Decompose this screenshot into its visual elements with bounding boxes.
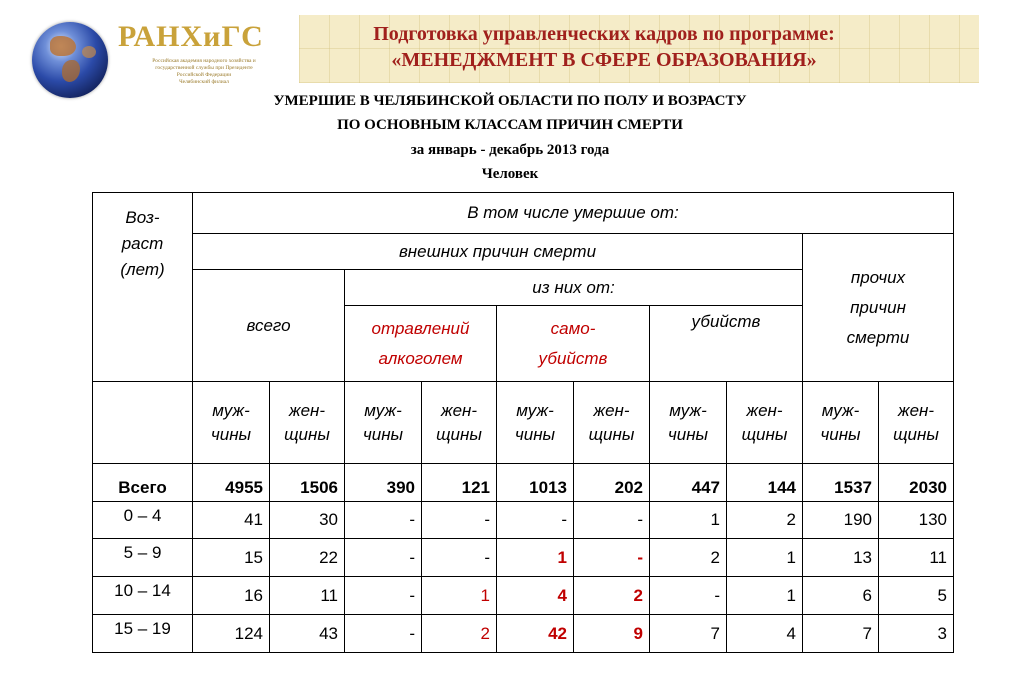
cell: 1	[727, 577, 803, 615]
cell: -	[345, 502, 422, 539]
cell: -	[345, 539, 422, 577]
cell: 9	[574, 615, 650, 653]
table-row	[93, 539, 954, 577]
row-age: 10 – 14	[93, 577, 193, 615]
banner-line-2: «МЕНЕДЖМЕНТ В СФЕРЕ ОБРАЗОВАНИЯ»	[391, 49, 817, 71]
including-deaths-header: В том числе умершие от:	[193, 193, 954, 234]
gender-header-row	[93, 382, 954, 464]
cell: 11	[270, 577, 345, 615]
cell: 1506	[270, 464, 345, 502]
cell: 390	[345, 464, 422, 502]
cell: 2	[650, 539, 727, 577]
cell: 7	[650, 615, 727, 653]
table-period: за январь - декабрь 2013 года	[410, 142, 610, 158]
cell: 1013	[497, 464, 574, 502]
cell: 15	[193, 539, 270, 577]
cell: 447	[650, 464, 727, 502]
cell: 1	[650, 502, 727, 539]
cell: 11	[879, 539, 954, 577]
cell: 4955	[193, 464, 270, 502]
table-row	[93, 502, 954, 539]
female-header: жен- щины	[879, 382, 954, 464]
cell: -	[650, 577, 727, 615]
cell: 13	[803, 539, 879, 577]
cell: 1537	[803, 464, 879, 502]
cell: 2	[727, 502, 803, 539]
female-header: жен- щины	[574, 382, 650, 464]
globe-logo-icon	[32, 22, 108, 98]
cell: 1	[422, 577, 497, 615]
cell: 202	[574, 464, 650, 502]
cell: 4	[497, 577, 574, 615]
cell: 2	[422, 615, 497, 653]
cell: 5	[879, 577, 954, 615]
cell: 2030	[879, 464, 954, 502]
banner-line-1: Подготовка управленческих кадров по программе:	[373, 23, 835, 45]
cell: 1	[727, 539, 803, 577]
female-header: жен- щины	[422, 382, 497, 464]
table-row	[93, 577, 954, 615]
table-title-line-2: ПО ОСНОВНЫМ КЛАССАМ ПРИЧИН СМЕРТИ	[337, 117, 683, 133]
cell: 42	[497, 615, 574, 653]
row-age: Всего	[93, 464, 193, 502]
cell: 43	[270, 615, 345, 653]
other-causes-header: прочих причин смерти	[803, 234, 954, 382]
table-row	[93, 615, 954, 653]
male-header: муж- чины	[650, 382, 727, 464]
cell: 41	[193, 502, 270, 539]
cell: 16	[193, 577, 270, 615]
cell: -	[574, 502, 650, 539]
cell: 30	[270, 502, 345, 539]
cell: 4	[727, 615, 803, 653]
cell: -	[345, 615, 422, 653]
cell: -	[422, 502, 497, 539]
cell: 2	[574, 577, 650, 615]
of-them-header: из них от:	[345, 270, 803, 306]
logo-subtitle: Российская академия народного хозяйства и государственной службы при Президенте Российской Федерации Челябинский филиал	[152, 58, 256, 85]
cell: 22	[270, 539, 345, 577]
murder-header: убийств	[650, 306, 803, 382]
table-row	[93, 464, 954, 502]
cell: 190	[803, 502, 879, 539]
cell: 130	[879, 502, 954, 539]
table-unit: Человек	[481, 166, 539, 182]
cell: 144	[727, 464, 803, 502]
external-causes-header: внешних причин смерти	[193, 234, 803, 270]
alcohol-poisoning-header: отравлений алкоголем	[345, 306, 497, 382]
cell: 6	[803, 577, 879, 615]
cell: -	[574, 539, 650, 577]
table-title-line-1: УМЕРШИЕ В ЧЕЛЯБИНСКОЙ ОБЛАСТИ ПО ПОЛУ И ВОЗРАСТУ	[273, 93, 747, 109]
male-header: муж- чины	[497, 382, 574, 464]
male-header: муж- чины	[193, 382, 270, 464]
program-banner	[299, 15, 979, 83]
institution-logo	[118, 20, 290, 88]
cell: 3	[879, 615, 954, 653]
logo-brand-text: РАНХиГС	[118, 20, 264, 53]
cell: 1	[497, 539, 574, 577]
male-header: муж- чины	[803, 382, 879, 464]
row-age: 5 – 9	[93, 539, 193, 577]
suicide-header: само- убийств	[497, 306, 650, 382]
row-age: 15 – 19	[93, 615, 193, 653]
age-column-header: Воз- раст (лет)	[93, 193, 193, 382]
cell: 121	[422, 464, 497, 502]
cell: 124	[193, 615, 270, 653]
cell: -	[497, 502, 574, 539]
male-header: муж- чины	[345, 382, 422, 464]
female-header: жен- щины	[270, 382, 345, 464]
cell: -	[422, 539, 497, 577]
cell: 7	[803, 615, 879, 653]
row-age: 0 – 4	[93, 502, 193, 539]
total-external-header: всего	[193, 270, 345, 382]
mortality-table	[92, 192, 954, 653]
female-header: жен- щины	[727, 382, 803, 464]
cell: -	[345, 577, 422, 615]
